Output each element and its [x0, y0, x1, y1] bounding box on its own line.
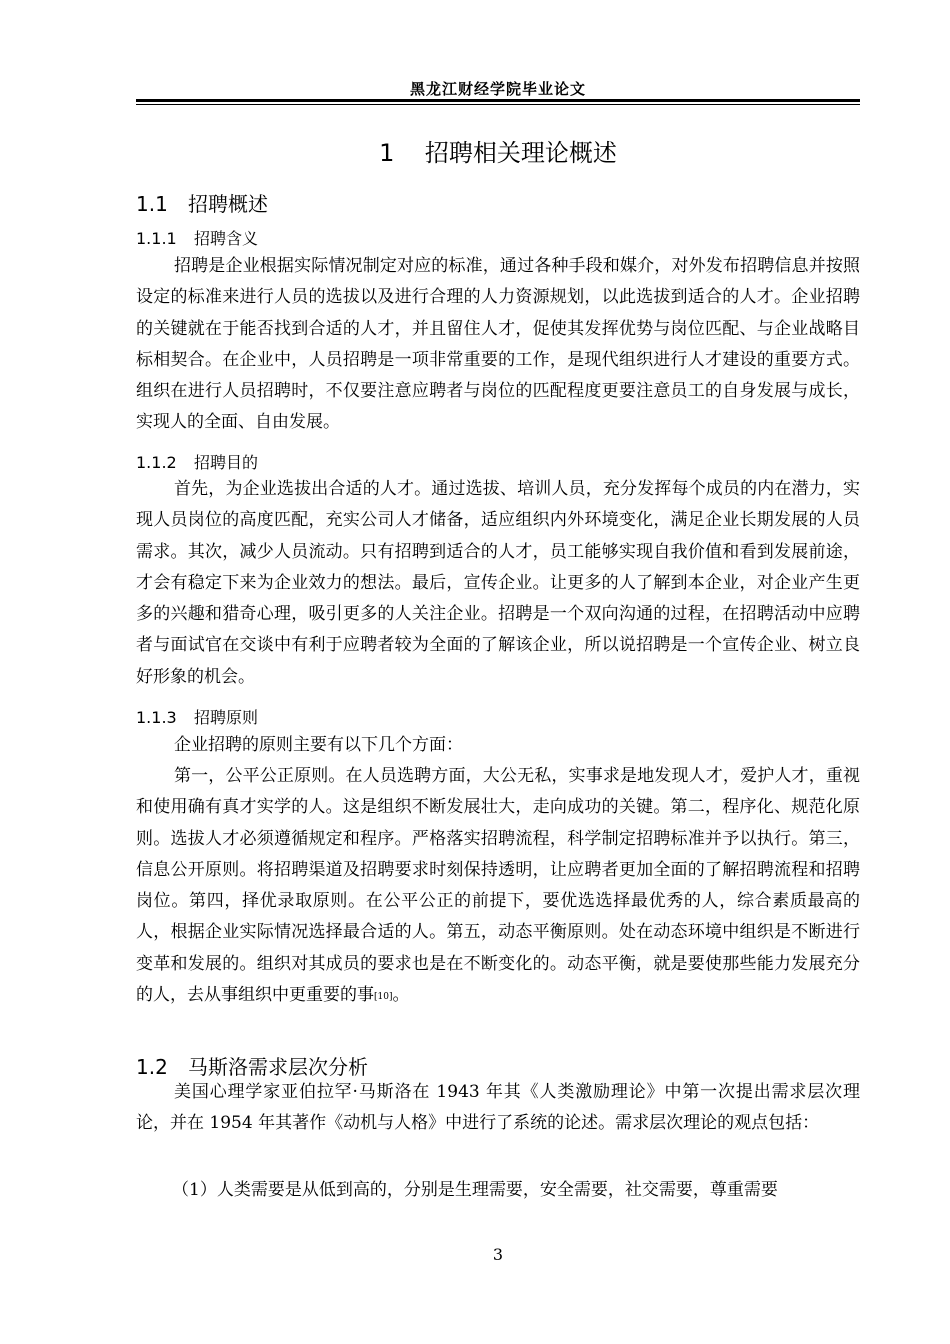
section-heading-1-1 [136, 188, 268, 217]
subsection-number: 1.1.2 [136, 453, 177, 472]
paragraph-recruitment-purpose: 首先，为企业选拔出合适的人才。通过选拔、培训人员，充分发挥每个成员的内在潜力，实现人员岗位的高度匹配，充实公司人才储备，适应组织内外环境变化，满足企业长期发展的人员需求。其次，减少人员流动。只有招聘到适合的人才，员工能够实现自我价值和看到发展前途，才会有稳定下来为企业效力的想法。最后，宣传企业。让更多的人了解到本企业，对企业产生更多的兴趣和猎奇心理，吸引更多的人关注企业。招聘是一个双向沟通的过程，在招聘活动中应聘者与面试官在交谈中有利于应聘者较为全面的了解该企业，所以说招聘是一个宣传企业、树立良好形象的机会。 [136, 479, 860, 687]
section-title: 招聘概述 [188, 192, 268, 216]
section-title: 马斯洛需求层次分析 [188, 1055, 368, 1079]
chapter-title [136, 133, 860, 168]
citation-ref: [10] [374, 992, 393, 1003]
chapter-title-text: 招聘相关理论概述 [424, 139, 617, 167]
subsection-heading-1-1-1 [136, 226, 258, 249]
paragraph-principles [136, 761, 860, 1011]
subsection-title: 招聘目的 [194, 453, 259, 472]
paragraph-maslow-intro: 美国心理学家亚伯拉罕·马斯洛在 1943 年其《人类激励理论》中第一次提出需求层次理论，并在 1954 年其著作《动机与人格》中进行了系统的论述。需求层次理论的观点包括： [136, 1082, 860, 1134]
paragraph-recruitment-meaning: 招聘是企业根据实际情况制定对应的标准，通过各种手段和媒介，对外发布招聘信息并按照设定的标准来进行人员的选拔以及进行合理的人力资源规划，以此选拔到适合的人才。企业招聘的关键就在于能否找到合适的人才，并且留住人才，促使其发挥优势与岗位匹配、与企业战略目标相契合。在企业中，人员招聘是一项非常重要的工作，是现代组织进行人才建设的重要方式。组织在进行人员招聘时，不仅要注意应聘者与岗位的匹配程度更要注意员工的自身发展与成长，实现人的全面、自由发展。 [136, 256, 860, 433]
subsection-title: 招聘原则 [194, 708, 259, 727]
paragraph-principles-intro: 企业招聘的原则主要有以下几个方面： [174, 735, 463, 755]
subsection-heading-1-1-2 [136, 450, 258, 473]
section-number: 1.1 [136, 192, 168, 216]
subsection-heading-1-1-3 [136, 705, 258, 728]
section-number: 1.2 [136, 1055, 168, 1079]
chapter-number: 1 [379, 139, 395, 167]
subsection-title: 招聘含义 [194, 229, 259, 248]
paragraph-principles-text: 第一，公平公正原则。在人员选聘方面，大公无私，实事求是地发现人才，爱护人才，重视和使用确有真才实学的人。这是组织不断发展壮大，走向成功的关键。第二，程序化、规范化原则。选拔人才必须遵循规定和程序。严格落实招聘流程，科学制定招聘标准并予以执行。第三，信息公开原则。将招聘渠道及招聘要求时刻保持透明，让应聘者更加全面的了解招聘流程和招聘岗位。第四，择优录取原则。在公平公正的前提下，要优选选择最优秀的人，综合素质最高的人，根据企业实际情况选择最合适的人。第五，动态平衡原则。处在动态环境中组织是不断进行变革和发展的。组织对其成员的要求也是在不断变化的。动态平衡，就是要使那些能力发展充分的人，去从事组织中更重要的事 [136, 766, 860, 1006]
running-header: 黑龙江财经学院毕业论文 [409, 80, 586, 98]
section-heading-1-2 [136, 1051, 368, 1080]
header-rule-thick [136, 99, 860, 102]
page-number: 3 [492, 1245, 504, 1264]
subsection-number: 1.1.3 [136, 708, 177, 727]
subsection-number: 1.1.1 [136, 229, 177, 248]
header-rule-thin [136, 104, 860, 105]
paragraph-maslow-point-1: （1）人类需要是从低到高的，分别是生理需要，安全需要，社交需要，尊重需要 [172, 1180, 778, 1200]
paragraph-principles-end: 。 [392, 985, 410, 1006]
